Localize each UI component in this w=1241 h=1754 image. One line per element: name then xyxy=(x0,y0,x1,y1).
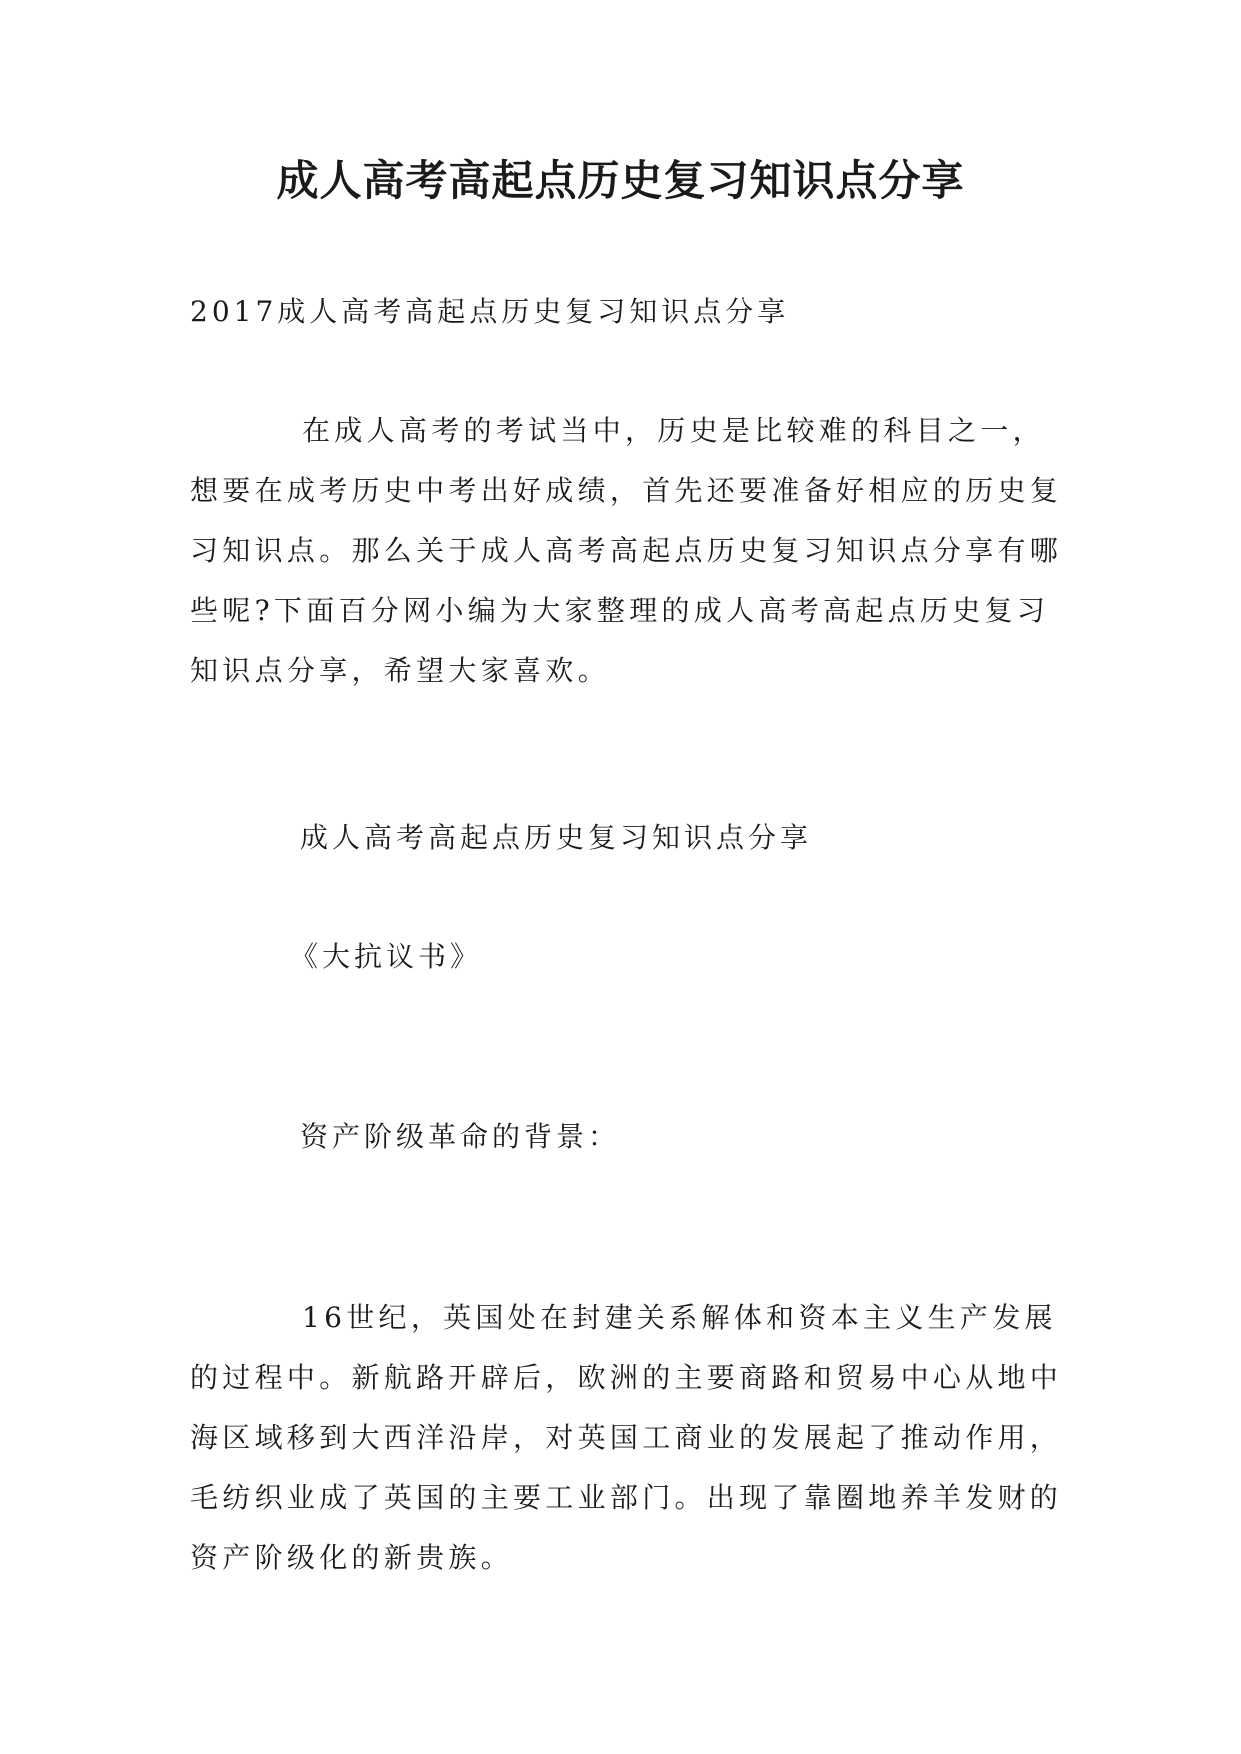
book-title: 《大抗议书》 xyxy=(290,940,483,973)
background-heading: 资产阶级革命的背景： xyxy=(300,1120,621,1153)
section-heading: 成人高考高起点历史复习知识点分享 xyxy=(300,821,813,854)
document-title: 成人高考高起点历史复习知识点分享 xyxy=(276,156,965,205)
background-paragraph: 16世纪，英国处在封建关系解体和资本主义生产发展的过程中。新航路开辟后，欧洲的主要商路和贸易中心从地中海区域移到大西洋沿岸，对英国工商业的发展起了推动作用，毛纺织业成了英国的主要工业部门。出现了靠圈地养羊发财的资产阶级化的新贵族。 xyxy=(190,1301,1063,1574)
document-subtitle: 2017成人高考高起点历史复习知识点分享 xyxy=(190,295,790,328)
intro-paragraph: 在成人高考的考试当中，历史是比较难的科目之一，想要在成考历史中考出好成绩，首先还要准备好相应的历史复习知识点。那么关于成人高考高起点历史复习知识点分享有哪些呢?下面百分网小编为大家整理的成人高考高起点历史复习知识点分享，希望大家喜欢。 xyxy=(190,414,1063,687)
